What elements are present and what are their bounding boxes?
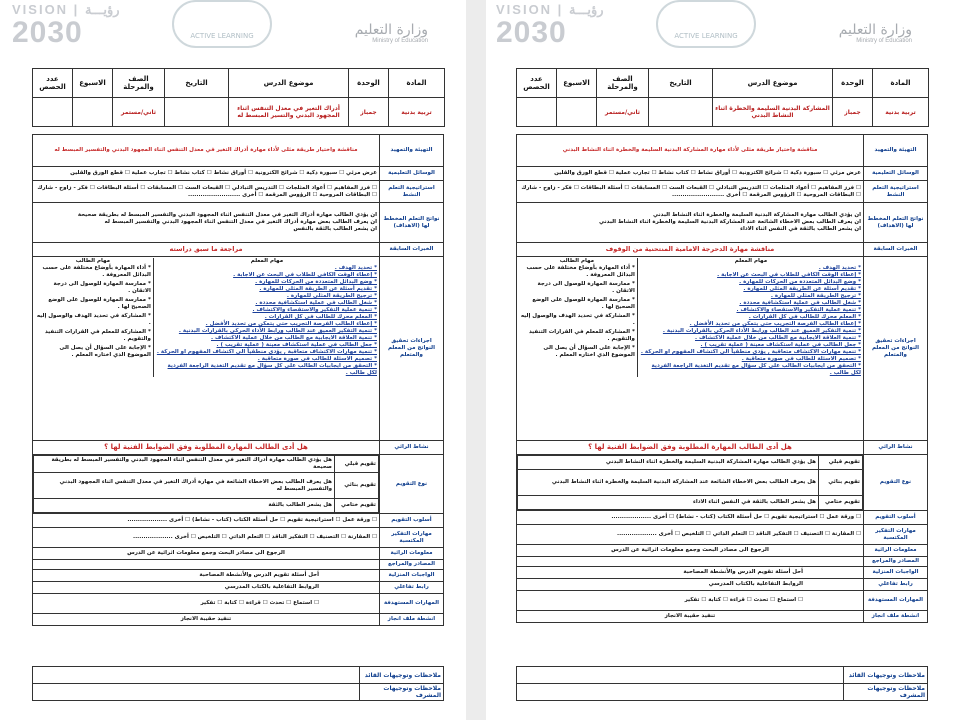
teacher-task-item: * تنمية التفكير العميق عند الطالب ورابط الأداء الحركي بالقرارات البدنية .: [178, 328, 377, 334]
outcome-item: ان يؤدي الطالب مهارة أدراك التغير في معدل التنفس اثناء المجهود البدني والتفسير المبسط له بطريقة صحيحة: [77, 212, 377, 218]
label-enrich: معلومات الرائية: [380, 548, 444, 560]
procedures-cell: [33, 257, 380, 441]
label-intro: التهيئة والتمهيد: [380, 135, 444, 167]
label-skills: المهارات المستهدفة: [380, 594, 444, 614]
vision-label: VISION | رؤيـــة: [496, 2, 604, 17]
active-learning-text: ACTIVE LEARNING: [674, 32, 738, 40]
link-text[interactable]: الروابط التفاعلية بالكتاب المدرسي: [517, 579, 864, 591]
label-thinking: مهارات التفكير المكتسبة: [380, 528, 444, 548]
label-prior: الخبرات السابقة: [864, 243, 928, 257]
label-tools: الوسائل التعليمية: [864, 167, 928, 181]
label-sources: المصادر والمراجع: [380, 560, 444, 570]
label-prior: الخبرات السابقة: [380, 243, 444, 257]
student-task-list: [35, 265, 151, 359]
activity-text: هل أدى الطالب المهارة المطلوبة وفق الضوابط الفنية لها ؟: [517, 441, 864, 455]
teacher-task-item: * تنمية عملية التفكير والاستقصاء والاكتشاف .: [736, 307, 861, 313]
skills-text: ☐ استماع ☐ تحدث ☐ قراءة ☐ كتابة ☐ تفكير: [517, 591, 864, 611]
label-homework: الواجبات المنزلية: [380, 570, 444, 582]
label-strategy: استراتيجية التعلم النشط: [380, 181, 444, 203]
tools-text: عرض مرئي ☐ سبورة ذكية ☐ شرائح الكترونية ☐ أوراق نشاط ☐ كتاب نشاط ☐ تجارب عملية ☐ قطع الورق والقلين: [33, 167, 380, 181]
label-outcomes: نواتج التعلم المخطط لها (الاهداف): [380, 203, 444, 243]
assessment-table: [517, 455, 863, 510]
label-link: رابط تفاعلي: [380, 582, 444, 594]
teacher-task-item: * شغل الطالب في عملية استكشافية محددة .: [255, 300, 377, 306]
meta-header: موضوع الدرس: [713, 69, 833, 98]
active-learning-logo: [656, 0, 756, 48]
label-link: رابط تفاعلي: [864, 579, 928, 591]
label-outcomes: نواتج التعلم المخطط لها (الاهداف): [864, 203, 928, 243]
homework-text: أحل أسئلة تقويم الدرس والأنشطة المصاحبة: [517, 567, 864, 579]
meta-header: الاسبوع: [73, 69, 113, 98]
teacher-task-item: * جعل الطالب في عملية استكشاف معينة ( عملية تقريب ) .: [216, 342, 377, 348]
teacher-task-item: * ترجيح الطريقة المثلى للمهارة .: [286, 293, 377, 299]
outcomes-cell: [517, 203, 864, 243]
teacher-task-item: * تنمية مهارات الاكتشاف متعاقبة , يؤدي منطقياً الى اكتشاف المفهوم او الحركة .: [156, 349, 377, 355]
ministry-arabic: وزارة التعليم: [838, 22, 912, 38]
homework-text: أحل أسئلة تقويم الدرس والأنشطة المصاحبة: [33, 570, 380, 582]
vision-logo: [496, 2, 604, 48]
label-assess-style: أسلوب التقويم: [864, 511, 928, 525]
label-activity: نشاط الرائي: [864, 441, 928, 455]
subject-value: تربية بدنية: [389, 98, 445, 127]
outcome-item: ان يعرف الطالب بعض الاخطاء الشائعة عند المشاركة البدنية السليمة والخطرة اثناء النشاط البدني: [599, 219, 861, 225]
procedures-columns: [519, 258, 861, 377]
teacher-task-item: * تنمية عملية التفكير والاستقصاء والاكتشاف .: [252, 307, 377, 313]
lesson-meta-table: [516, 68, 929, 127]
label-sources: المصادر والمراجع: [864, 557, 928, 567]
assess-question: هل يشعر الطالب بالثقة في النفس اثناء الاداء: [518, 496, 819, 510]
tools-text: عرض مرئي ☐ سبورة ذكية ☐ شرائح الكترونية ☐ أوراق نشاط ☐ كتاب نشاط ☐ تجارب عملية ☐ قطع الورق والقلين: [517, 167, 864, 181]
notes-supervisor-value[interactable]: [33, 684, 360, 701]
assessment-cell: [33, 455, 380, 514]
label-assess-style: أسلوب التقويم: [380, 514, 444, 528]
assess-question: هل يؤدي الطالب مهارة المشاركة البدنية السليمة والخطرة اثناء النشاط البدني: [518, 456, 819, 470]
file-text: تنفيذ حقيبة الانجاز: [517, 611, 864, 623]
topic-value: المشاركة البدنية السليمة والخطرة اثناء النشاط البدني: [713, 98, 833, 127]
assess-type: تقويم ختامي: [335, 499, 379, 513]
label-thinking: مهارات التفكير المكتسبة: [864, 525, 928, 545]
ministry-logo: [839, 22, 912, 44]
student-task-item: * أداء المهارة بأوضاع مختلفة على حسب البدائل المعروفة .: [42, 265, 151, 278]
page-gap: [466, 0, 486, 720]
thinking-text: ☐ المقارنة ☐ التصنيف ☐ التفكير الناقد ☐ التعلم الذاتي ☐ التلخيص ☐ أخرى ...................: [517, 525, 864, 545]
date-value: [649, 98, 713, 127]
teacher-task-item: * تنمية العلاقة الايجابية مع الطالب من خلال عملية الاكتشاف .: [694, 335, 861, 341]
notes-leader-label: ملاحظات وتوجيهات القائد: [844, 667, 928, 684]
assessment-table: [33, 455, 379, 513]
teacher-task-item: * إعطاء الوقت الكافي للطلاب في البحث عن الاجابة .: [717, 272, 861, 278]
teacher-task-item: * تنمية مهارات الاكتشاف متعاقبة , يؤدي منطقياً الى اكتشاف المفهوم او الحركة .: [640, 349, 861, 355]
unit-value: جمباز: [833, 98, 873, 127]
teacher-task-item: * تنمية العلاقة الايجابية مع الطالب من خلال عملية الاكتشاف .: [210, 335, 377, 341]
assessment-cell: [517, 455, 864, 511]
sources-text: [33, 560, 380, 570]
student-column: [35, 258, 154, 377]
link-text[interactable]: الروابط التفاعلية بالكتاب المدرسي: [33, 582, 380, 594]
teacher-column: [641, 258, 861, 377]
assess-question: هل يعرف الطالب بعض الاخطاء الشائعة في مهارة أدراك التغير في معدل التنفس اثناء المجهود البدني والتفسير المبسط له: [34, 473, 335, 499]
assess-type: تقويم بنائي: [335, 473, 379, 499]
notes-supervisor-label: ملاحظات وتوجيهات المشرف: [360, 684, 444, 701]
teacher-column: [157, 258, 377, 377]
student-tasks-title: مهام الطالب: [75, 258, 111, 264]
teacher-task-item: * إعطاء الطالب الفرصة التجريب حتى يتمكن من تحديد الأفضل .: [689, 321, 861, 327]
date-value: [165, 98, 229, 127]
student-task-item: * المشاركة في تحديد الهدف والوصول إليه .: [520, 313, 635, 326]
lesson-plan-table: [516, 134, 928, 623]
label-activity: نشاط الرائي: [380, 441, 444, 455]
assess-type: تقويم ختامي: [819, 496, 863, 510]
student-task-item: * المشاركة في تحديد الهدف والوصول إليه .: [36, 313, 151, 326]
teacher-task-item: * وضع البدائل المتعددة من الحركات للمهارة .: [255, 279, 377, 285]
procedures-columns: [35, 258, 377, 377]
assess-type: تقويم قبلي: [335, 456, 379, 473]
label-strategy: استراتيجية التعلم النشط: [864, 181, 928, 203]
teacher-tasks-title: مهام المعلم: [734, 258, 768, 264]
teacher-task-item: * تنمية التفكير العميق عند الطالب ورابط الأداء الحركي بالقرارات البدنية .: [662, 328, 861, 334]
teacher-task-item: * التحقق من ايجابيات الطالب على كل سؤال مع تقديم التغذية الراجعة الفردية لكل طالب .: [651, 363, 861, 376]
notes-table: [516, 666, 928, 701]
student-task-item: * الإجابة على السؤال أن يصل الى الموضوع الذي اختاره المعلم .: [543, 345, 635, 358]
meta-header: التاريخ: [165, 69, 229, 98]
label-assessment: نوع التقويم: [864, 455, 928, 511]
notes-leader-value[interactable]: [517, 667, 844, 684]
teacher-task-item: * إعطاء الوقت الكافي للطلاب في البحث عن الاجابة .: [233, 272, 377, 278]
assess-question: هل يؤدي الطالب مهارة أدراك التغير في معدل التنفس اثناء المجهود البدني والتفسير المبسط له بطريقة صحيحة: [34, 456, 335, 473]
label-procedures: اجراءات تحقيق النواتج من المعلم والمتعلم: [864, 257, 928, 441]
meta-header: الاسبوع: [557, 69, 597, 98]
teacher-task-item: * المعلم محرك للطالب في كل القرارات .: [748, 314, 861, 320]
teacher-task-item: * ترجيح الطريقة المثلى للمهارة .: [770, 293, 861, 299]
thinking-text: ☐ المقارنة ☐ التصنيف ☐ التفكير الناقد ☐ التعلم الذاتي ☐ التلخيص ☐ أخرى ...................: [33, 528, 380, 548]
meta-header: الوحدة: [349, 69, 389, 98]
meta-header: عدد الحصص: [33, 69, 73, 98]
student-column: [519, 258, 638, 377]
vision-year: 2030: [12, 16, 83, 49]
outcomes-cell: [33, 203, 380, 243]
meta-header: عدد الحصص: [517, 69, 557, 98]
level-value: ثاني/مستمر: [597, 98, 649, 127]
meta-header: الوحدة: [833, 69, 873, 98]
activity-text: هل أدى الطالب المهارة المطلوبة وفق الضوابط الفنية لها ؟: [33, 441, 380, 455]
student-task-item: * المشاركة للمعلم في القرارات التنفيذ والتقويم .: [44, 329, 151, 342]
outcome-item: ان يعرف الطالب بعض مهارة أدراك التغير في معدل التنفس اثناء المجهود البدني والتفسير المبسط له: [104, 219, 377, 225]
label-enrich: معلومات الرائية: [864, 545, 928, 557]
week-value: [557, 98, 597, 127]
teacher-task-item: * المعلم محرك للطالب في كل القرارات .: [264, 314, 377, 320]
teacher-task-item: * التحقق من ايجابيات الطالب على كل سؤال مع تقديم التغذية الراجعة الفردية لكل طالب .: [167, 363, 377, 376]
topic-value: أدراك التغير في معدل التنفس اثناء المجهود البدني والتسير المبسط له: [229, 98, 349, 127]
label-procedures: اجراءات تحقيق النواتج من المعلم والمتعلم: [380, 257, 444, 441]
notes-supervisor-label: ملاحظات وتوجيهات المشرف: [844, 684, 928, 701]
file-text: تنفيذ حقيبة الانجاز: [33, 614, 380, 626]
meta-header: موضوع الدرس: [229, 69, 349, 98]
teacher-task-list: [157, 265, 377, 377]
assess-question: هل يشعر الطالب بالثقة: [34, 499, 335, 513]
ministry-logo: [355, 22, 428, 44]
enrich-text: الرجوع الى مصادر البحث وجمع معلومات اثرائية عن الدرس: [517, 545, 864, 557]
label-assessment: نوع التقويم: [380, 455, 444, 514]
teacher-tasks-title: مهام المعلم: [250, 258, 284, 264]
teacher-task-item: * تصميم الاسئلة للطالب في صورة متعاقبة .: [741, 356, 861, 362]
skills-text: ☐ استماع ☐ تحدث ☐ قراءة ☐ كتابة ☐ تفكير: [33, 594, 380, 614]
assess-type: تقويم قبلي: [819, 456, 863, 470]
procedures-cell: [517, 257, 864, 441]
student-task-item: * ممارسة المهارة للوصول على الوضع الصحيح لها .: [48, 297, 151, 310]
assess-style-text: ☐ ورقة عمل ☐ استراتيجية تقويم ☐ حل أسئلة الكتاب (كتاب - نشاط) ☐ أخرى ...................: [517, 511, 864, 525]
page-header: [488, 0, 948, 64]
lesson-page-right: [488, 0, 948, 720]
teacher-task-item: * تقديم أسئلة عن الطريقة المثلى للمهارة .: [259, 286, 377, 292]
periods-value: [517, 98, 557, 127]
student-task-list: [519, 265, 635, 359]
label-homework: الواجبات المنزلية: [864, 567, 928, 579]
teacher-task-item: * تقديم أسئلة عن الطريقة المثلى للمهارة .: [743, 286, 861, 292]
assess-type: تقويم بنائي: [819, 470, 863, 496]
assess-style-text: ☐ ورقة عمل ☐ استراتيجية تقويم ☐ حل أسئلة الكتاب (كتاب - نشاط) ☐ أخرى ...................: [33, 514, 380, 528]
meta-header: التاريخ: [649, 69, 713, 98]
vision-year: 2030: [496, 16, 567, 49]
lesson-meta-table: [32, 68, 445, 127]
teacher-task-item: * جعل الطالب في عملية استكشاف معينة ( عملية تقريب ) .: [700, 342, 861, 348]
lesson-page-left: [4, 0, 464, 720]
assess-question: هل يعرف الطالب بعض الاخطاء الشائعة عند المشاركة البدنية السليمة والخطرة اثناء النشاط البدني: [518, 470, 819, 496]
student-tasks-title: مهام الطالب: [559, 258, 595, 264]
notes-leader-label: ملاحظات وتوجيهات القائد: [360, 667, 444, 684]
enrich-text: الرجوع الى مصادر البحث وجمع معلومات اثرائية عن الدرس: [33, 548, 380, 560]
student-task-item: * ممارسة المهارة للوصول الى درجة الاتقان .: [53, 281, 151, 294]
ministry-english: Ministry of Education: [856, 38, 912, 44]
active-learning-text: ACTIVE LEARNING: [190, 32, 254, 40]
student-task-item: * ممارسة المهارة للوصول على الوضع الصحيح لها .: [532, 297, 635, 310]
ministry-arabic: وزارة التعليم: [354, 22, 428, 38]
intro-text: مناقشة واختيار طريقة مثلى لأداء مهارة المشاركة البدنية السليمة والخطرة اثناء النشاط البدني: [517, 135, 864, 167]
lesson-plan-table: [32, 134, 444, 626]
unit-value: جمباز: [349, 98, 389, 127]
outcome-item: ان يؤدي الطالب مهارة المشاركة البدنية السليمة والخطرة اثناء النشاط البدني: [653, 212, 861, 218]
teacher-task-item: * تحديد الهدف .: [334, 265, 377, 271]
label-skills: المهارات المستهدفة: [864, 591, 928, 611]
label-file: انشطة ملف انجاز: [864, 611, 928, 623]
label-intro: التهيئة والتمهيد: [864, 135, 928, 167]
intro-text: مناقشة واختيار طريقة مثلى لأداء مهارة أدراك التغير في معدل التنفس اثناء المجهود البدني والتفسير المبسط له: [33, 135, 380, 167]
level-value: ثاني/مستمر: [113, 98, 165, 127]
student-task-item: * ممارسة المهارة للوصول الى درجة الاتقان .: [537, 281, 635, 294]
prior-text: مراجعة ما سبق دراسته: [33, 243, 380, 257]
notes-leader-value[interactable]: [33, 667, 360, 684]
student-task-item: * المشاركة للمعلم في القرارات التنفيذ والتقويم .: [528, 329, 635, 342]
page-header: [4, 0, 464, 64]
vision-logo: [12, 2, 120, 48]
strategy-text: ☐ فرز المفاهيم ☐ أعواد المثلجات ☐ التدريس التبادلي ☐ القبعات الست ☐ المسابقات ☐ أسئلة البطاقات ☐ فكر - زاوج - شارك ☐ البطاقات المروحية ☐ الرؤوس المرقمة ☐ أخرى .........................: [517, 181, 864, 203]
ministry-english: Ministry of Education: [372, 38, 428, 44]
week-value: [73, 98, 113, 127]
vision-label: VISION | رؤيـــة: [12, 2, 120, 17]
active-learning-logo: [172, 0, 272, 48]
label-file: انشطة ملف انجاز: [380, 614, 444, 626]
label-tools: الوسائل التعليمية: [380, 167, 444, 181]
teacher-task-item: * تصميم الاسئلة للطالب في صورة متعاقبة .: [257, 356, 377, 362]
teacher-task-item: * وضع البدائل المتعددة من الحركات للمهارة .: [739, 279, 861, 285]
strategy-text: ☐ فرز المفاهيم ☐ أعواد المثلجات ☐ التدريس التبادلي ☐ القبعات الست ☐ المسابقات ☐ أسئلة البطاقات ☐ فكر - زاوج - شارك ☐ البطاقات المروحية ☐ الرؤوس المرقمة ☐ أخرى .........................: [33, 181, 380, 203]
student-task-item: * أداء المهارة بأوضاع مختلفة على حسب البدائل المعروفة .: [526, 265, 635, 278]
periods-value: [33, 98, 73, 127]
outcome-item: ان يشعر الطالب بالثقة بالنفس: [293, 226, 377, 232]
prior-text: مناقشة مهارة الدحرجة الامامية المنتحنية من الوقوف: [517, 243, 864, 257]
sources-text: [517, 557, 864, 567]
meta-header: المادة: [873, 69, 929, 98]
meta-header: الصف والمرحلة: [113, 69, 165, 98]
meta-header: الصف والمرحلة: [597, 69, 649, 98]
meta-header: المادة: [389, 69, 445, 98]
outcome-item: ان يشعر الطالب بالثقة في النفس اثناء الاداء: [740, 226, 861, 232]
teacher-task-item: * إعطاء الطالب الفرصة التجريب حتى يتمكن من تحديد الأفضل .: [205, 321, 377, 327]
subject-value: تربية بدنية: [873, 98, 929, 127]
notes-table: [32, 666, 444, 701]
student-task-item: * الإجابة على السؤال أن يصل الى الموضوع الذي اختاره المعلم .: [59, 345, 151, 358]
notes-supervisor-value[interactable]: [517, 684, 844, 701]
teacher-task-list: [641, 265, 861, 377]
teacher-task-item: * تحديد الهدف .: [818, 265, 861, 271]
teacher-task-item: * شغل الطالب في عملية استكشافية محددة .: [739, 300, 861, 306]
